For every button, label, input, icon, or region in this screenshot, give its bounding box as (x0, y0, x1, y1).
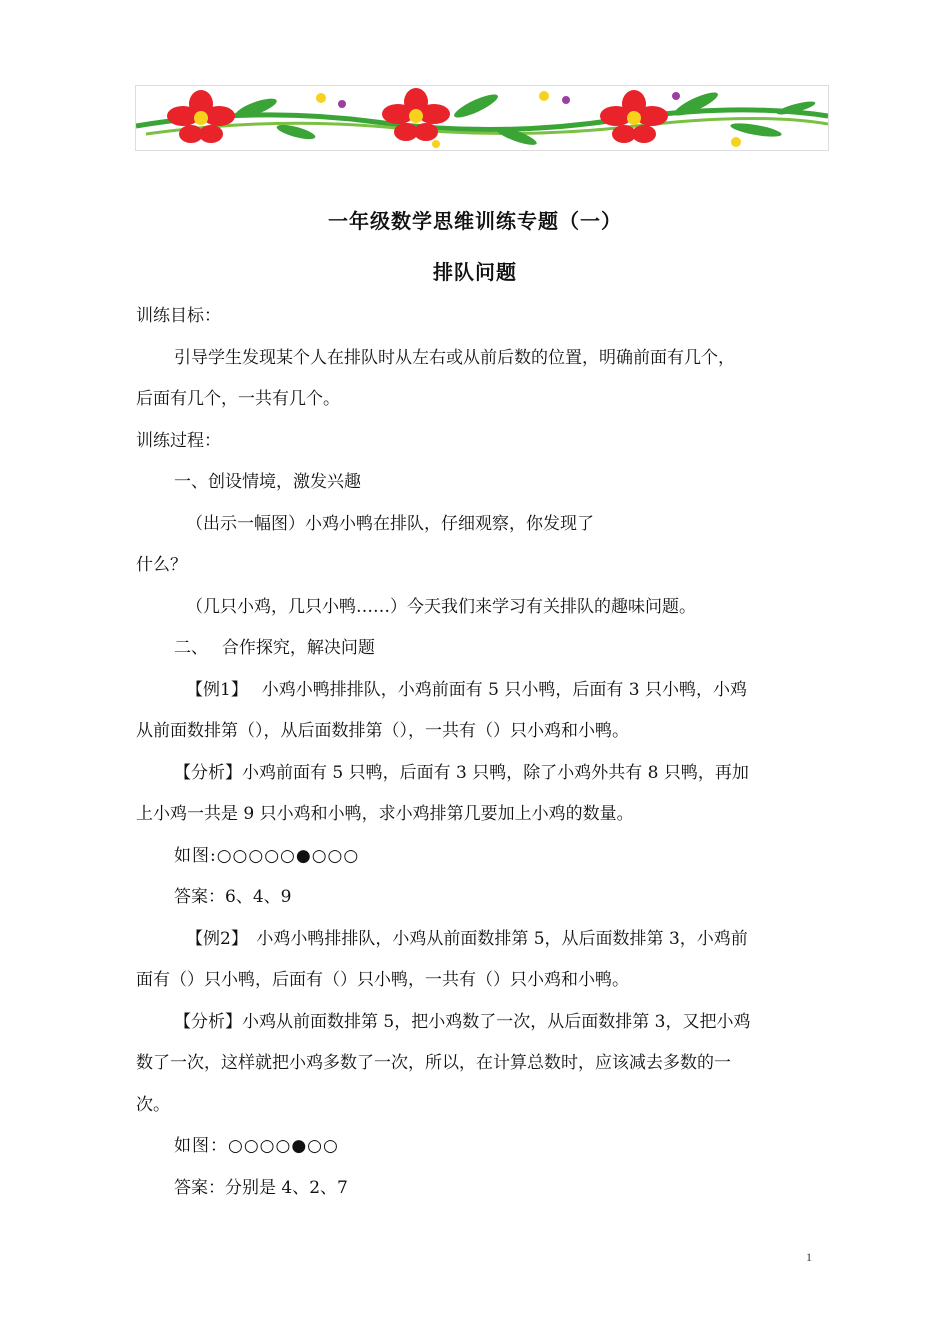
flower-border-banner (135, 85, 829, 151)
example-2-cont: 面有（）只小鸭，后面有（）只小鸭，一共有（）只小鸡和小鸭。 (136, 970, 629, 990)
page-title: 一年级数学思维训练专题（一） (328, 209, 622, 233)
goal-label: 训练目标： (136, 306, 221, 326)
example-1-cont: 从前面数排第（），从后面数排第（），一共有（）只小鸡和小鸭。 (136, 721, 629, 741)
section-heading-1: 一、创设情境，激发兴趣 (174, 472, 361, 492)
goal-text: 引导学生发现某个人在排队时从左右或从前后数的位置，明确前面有几个， (174, 347, 735, 368)
analysis-1-cont: 上小鸡一共是 9 只小鸡和小鸭，求小鸡排第几要加上小鸡的数量。 (136, 804, 634, 824)
section-heading-2: 二、 合作探究，解决问题 (174, 638, 375, 658)
document-body (136, 296, 816, 1209)
example-2: 【例2】 小鸡小鸭排排队，小鸡从前面数排第 5，从后面数排第 3，小鸡前 (186, 928, 748, 949)
analysis-2-end: 次。 (136, 1094, 170, 1115)
answer-2: 答案：分别是 4、2、7 (174, 1177, 348, 1198)
scene-text-cont: 什么？ (136, 555, 187, 575)
example-1: 【例1】 小鸡小鸭排排队，小鸡前面有 5 只小鸭，后面有 3 只小鸭，小鸡 (186, 679, 747, 700)
page-subtitle: 排队问题 (433, 260, 517, 284)
process-label: 训练过程： (136, 430, 221, 451)
goal-text-cont: 后面有几个，一共有几个。 (136, 389, 340, 409)
figure-2: 如图：○○○○●○○ (174, 1136, 339, 1156)
figure-1: 如图:○○○○○●○○○ (174, 845, 360, 866)
analysis-2: 【分析】小鸡从前面数排第 5，把小鸡数了一次，从后面数排第 3，又把小鸡 (174, 1011, 751, 1032)
scene-answer: （几只小鸡，几只小鸭……）今天我们来学习有关排队的趣味问题。 (186, 596, 696, 617)
answer-1: 答案：6、4、9 (174, 887, 292, 907)
page-number: 1 (806, 1250, 812, 1264)
analysis-2-cont: 数了一次，这样就把小鸡多数了一次，所以，在计算总数时，应该减去多数的一 (136, 1053, 731, 1073)
scene-text: （出示一幅图）小鸡小鸭在排队，仔细观察，你发现了 (186, 513, 594, 534)
analysis-1: 【分析】小鸡前面有 5 只鸭，后面有 3 只鸭，除了小鸡外共有 8 只鸭，再加 (174, 762, 749, 783)
flower-border-icon (136, 86, 828, 150)
